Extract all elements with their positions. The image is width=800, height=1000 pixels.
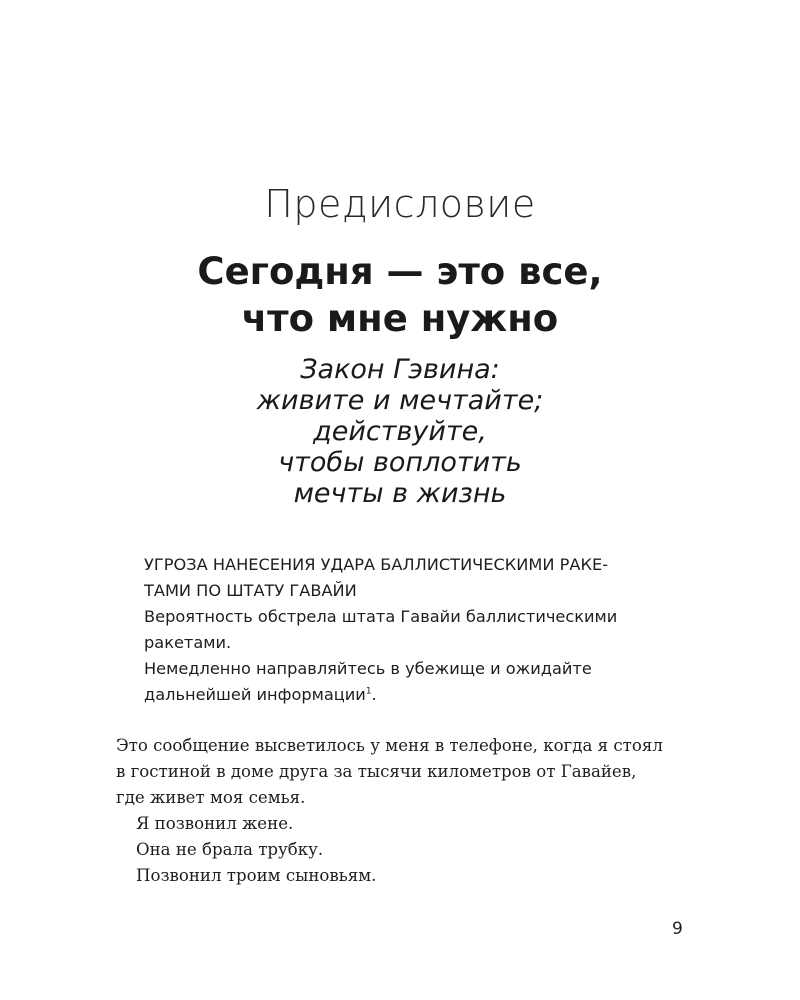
epigraph-line-3: действуйте, — [313, 416, 487, 447]
alert-paragraph-2-end: . — [371, 685, 377, 704]
chapter-title-line-2: что мне нужно — [241, 297, 559, 340]
chapter-title — [0, 248, 800, 342]
alert-heading-line-2: ТАМИ ПО ШТАТУ ГАВАЙИ — [144, 581, 357, 600]
emergency-alert-text — [144, 552, 664, 708]
page-number: 9 — [672, 919, 683, 939]
alert-heading-line-1: УГРОЗА НАНЕСЕНИЯ УДАРА БАЛЛИСТИЧЕСКИМИ РАКЕ- — [144, 555, 609, 574]
body-paragraph-1-line-2: в гостиной в доме друга за тысячи километров от Гавайев, — [116, 762, 637, 781]
epigraph-line-2: живите и мечтайте; — [256, 385, 544, 416]
body-paragraph-4: Позвонил троим сыновьям. — [136, 866, 377, 885]
epigraph-line-4: чтобы воплотить — [278, 447, 522, 478]
footnote-reference[interactable]: 1 — [365, 686, 372, 697]
section-label: Предисловие — [264, 182, 536, 226]
body-text — [116, 733, 696, 889]
body-paragraph-3: Она не брала трубку. — [136, 840, 324, 859]
body-paragraph-1-line-3: где живет моя семья. — [116, 788, 306, 807]
epigraph — [0, 354, 800, 509]
alert-paragraph-1-line-2: ракетами. — [144, 633, 232, 652]
epigraph-line-1: Закон Гэвина: — [300, 354, 500, 385]
alert-paragraph-1-line-1: Вероятность обстрела штата Гавайи баллистическими — [144, 607, 618, 626]
body-paragraph-2: Я позвонил жене. — [136, 814, 294, 833]
chapter-title-line-1: Сегодня — это все, — [197, 250, 603, 293]
alert-paragraph-2-text: дальнейшей информации — [144, 685, 366, 704]
body-paragraph-1-line-1: Это сообщение высветилось у меня в телефоне, когда я стоял — [116, 736, 663, 755]
alert-paragraph-2-line-1: Немедленно направляйтесь в убежище и ожидайте — [144, 659, 592, 678]
epigraph-line-5: мечты в жизнь — [293, 478, 507, 509]
alert-paragraph-2-line-2 — [144, 682, 664, 708]
